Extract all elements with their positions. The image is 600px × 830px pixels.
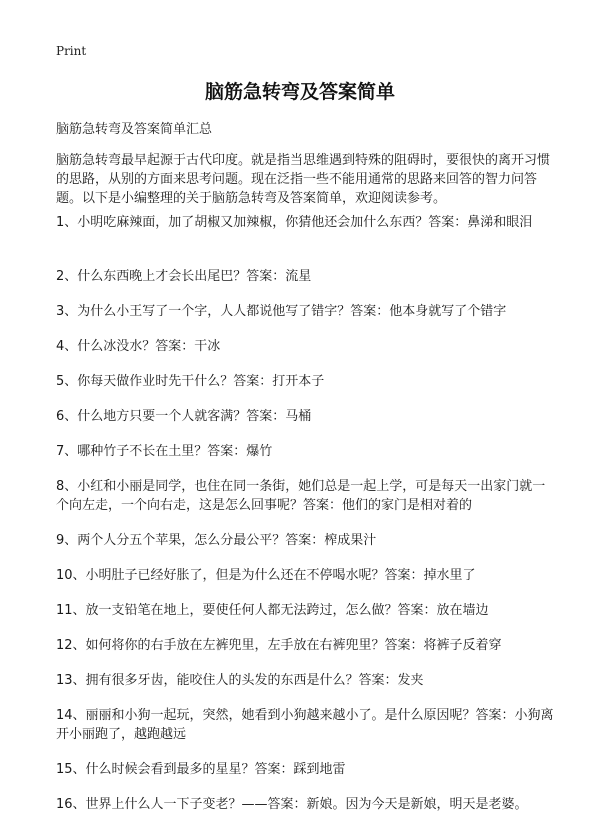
list-item: 16、世界上什么人一下子变老？——答案：新娘。因为今天是新娘，明天是老婆。	[56, 797, 528, 812]
intro-paragraph: 脑筋急转弯最早起源于古代印度。就是指当思维遇到特殊的阻碍时，要很快的离开习惯的思路，从别的方面来思考问题。现在泛指一些不能用通常的思路来回答的智力问答题。以下是小编整理的关于脑筋急转弯及答案简单，欢迎阅读参考。	[56, 153, 551, 206]
list-item: 6、什么地方只要一个人就客满？答案：马桶	[56, 409, 312, 424]
list-item: 1、小明吃麻辣面，加了胡椒又加辣椒，你猜他还会加什么东西？答案：鼻涕和眼泪	[56, 215, 533, 230]
list-item: 5、你每天做作业时先干什么？答案：打开本子	[56, 374, 325, 389]
list-item: 9、两个人分五个苹果，怎么分最公平？答案：榨成果汁	[56, 533, 377, 548]
list-item: 14、丽丽和小狗一起玩，突然，她看到小狗越来越小了。是什么原因呢？答案：小狗离开小丽跑了，越跑越远	[56, 708, 554, 742]
list-item: 4、什么冰没水？答案：干冰	[56, 339, 221, 354]
list-item: 3、为什么小王写了一个字，人人都说他写了错字？答案：他本身就写了个错字	[56, 304, 507, 319]
list-item: 11、放一支铅笔在地上，要使任何人都无法跨过，怎么做？答案：放在墙边	[56, 603, 489, 618]
riddle-list	[56, 213, 556, 830]
list-item: 2、什么东西晚上才会长出尾巴？答案：流星	[56, 269, 312, 284]
list-item: 8、小红和小丽是同学，也住在同一条街，她们总是一起上学，可是每天一出家门就一个向左走，一个向右走，这是怎么回事呢？答案：他们的家门是相对着的	[56, 479, 546, 513]
list-item: 12、如何将你的右手放在左裤兜里，左手放在右裤兜里？答案：将裤子反着穿	[56, 638, 502, 653]
list-item: 13、拥有很多牙齿，能咬住人的头发的东西是什么？答案：发夹	[56, 673, 424, 688]
subtitle: 脑筋急转弯及答案简单汇总	[56, 122, 213, 137]
page-title: 脑筋急转弯及答案简单	[204, 81, 395, 103]
list-item: 15、什么时候会看到最多的星星？答案：踩到地雷	[56, 762, 346, 777]
list-item: 10、小明肚子已经好胀了，但是为什么还在不停喝水呢？答案：掉水里了	[56, 568, 476, 583]
list-item: 7、哪种竹子不长在土里？答案：爆竹	[56, 444, 273, 459]
print-link[interactable]: Print	[56, 44, 87, 58]
